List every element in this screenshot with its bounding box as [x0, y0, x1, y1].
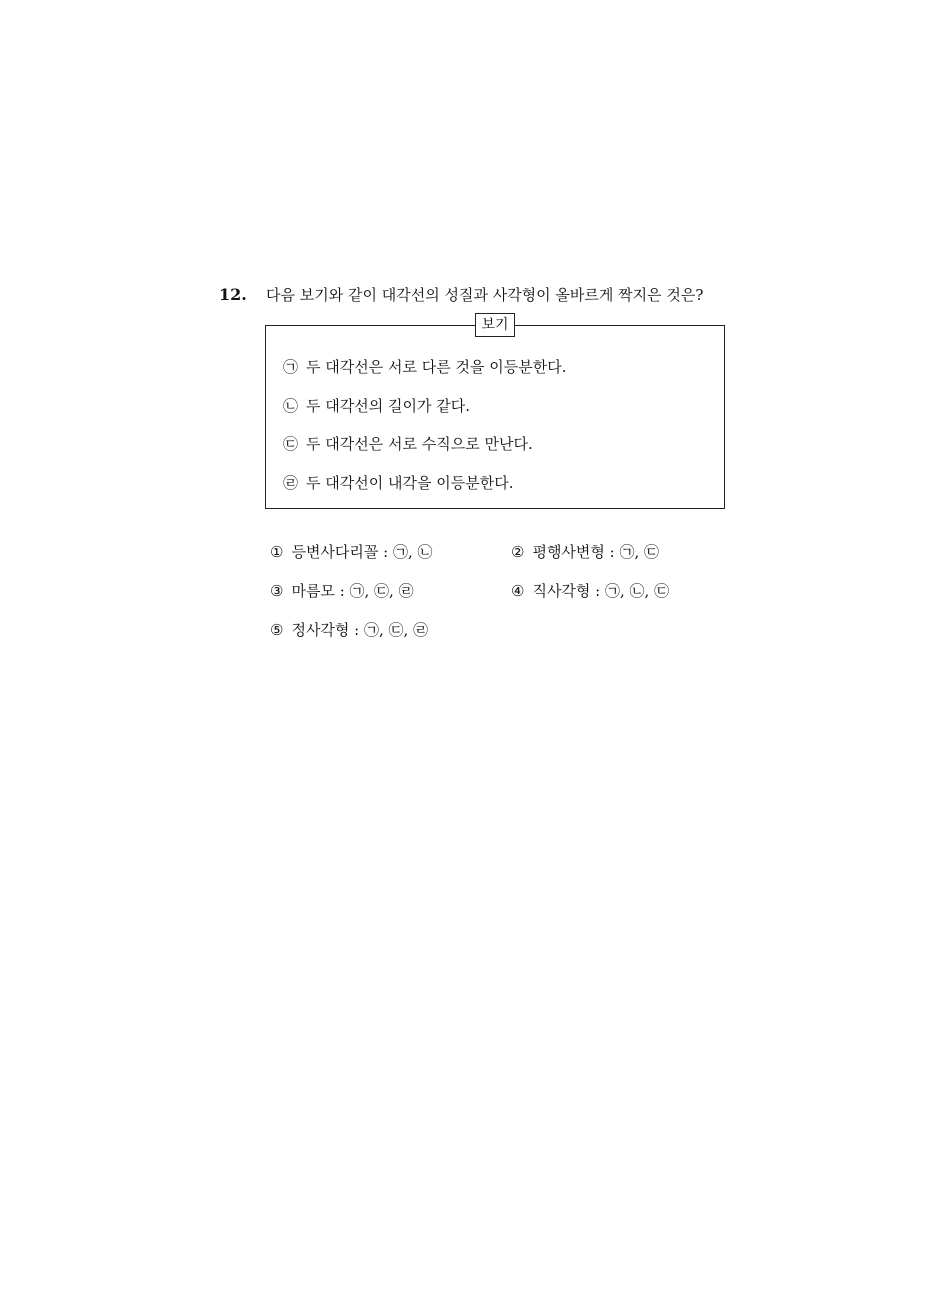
- choice-number: ③: [270, 582, 284, 600]
- bogi-item-mark: ㉡: [283, 397, 299, 415]
- bogi-item-text: 두 대각선의 길이가 같다.: [306, 397, 470, 415]
- bogi-label: 보기: [475, 313, 515, 337]
- bogi-item: [283, 394, 470, 418]
- choice-number: ⑤: [270, 621, 284, 639]
- bogi-item-text: 두 대각선은 서로 수직으로 만난다.: [306, 435, 533, 453]
- bogi-item-mark: ㉠: [283, 358, 299, 376]
- choice-text: 정사각형 : ㉠, ㉢, ㉣: [291, 621, 429, 639]
- answer-choice-2[interactable]: [511, 540, 659, 564]
- question-header: [219, 283, 739, 313]
- choice-number: ①: [270, 543, 284, 561]
- bogi-item: [283, 432, 533, 456]
- bogi-item-mark: ㉢: [283, 435, 299, 453]
- bogi-item-mark: ㉣: [283, 474, 299, 492]
- choice-number: ②: [511, 543, 525, 561]
- question-text: 다음 보기와 같이 대각선의 성질과 사각형이 올바르게 짝지은 것은?: [266, 286, 704, 304]
- bogi-item: [283, 471, 513, 495]
- answer-choice-4[interactable]: [511, 579, 669, 603]
- answer-choice-3[interactable]: [270, 579, 414, 603]
- answer-choice-5[interactable]: [270, 618, 428, 642]
- question-number: 12.: [219, 285, 247, 304]
- answer-choice-1[interactable]: [270, 540, 433, 564]
- choice-number: ④: [511, 582, 525, 600]
- bogi-item-text: 두 대각선이 내각을 이등분한다.: [306, 474, 514, 492]
- choice-text: 마름모 : ㉠, ㉢, ㉣: [291, 582, 414, 600]
- bogi-item: [283, 355, 566, 379]
- choice-text: 등변사다리꼴 : ㉠, ㉡: [291, 543, 433, 561]
- choice-text: 직사각형 : ㉠, ㉡, ㉢: [532, 582, 670, 600]
- bogi-item-text: 두 대각선은 서로 다른 것을 이등분한다.: [306, 358, 567, 376]
- choice-text: 평행사변형 : ㉠, ㉢: [532, 543, 660, 561]
